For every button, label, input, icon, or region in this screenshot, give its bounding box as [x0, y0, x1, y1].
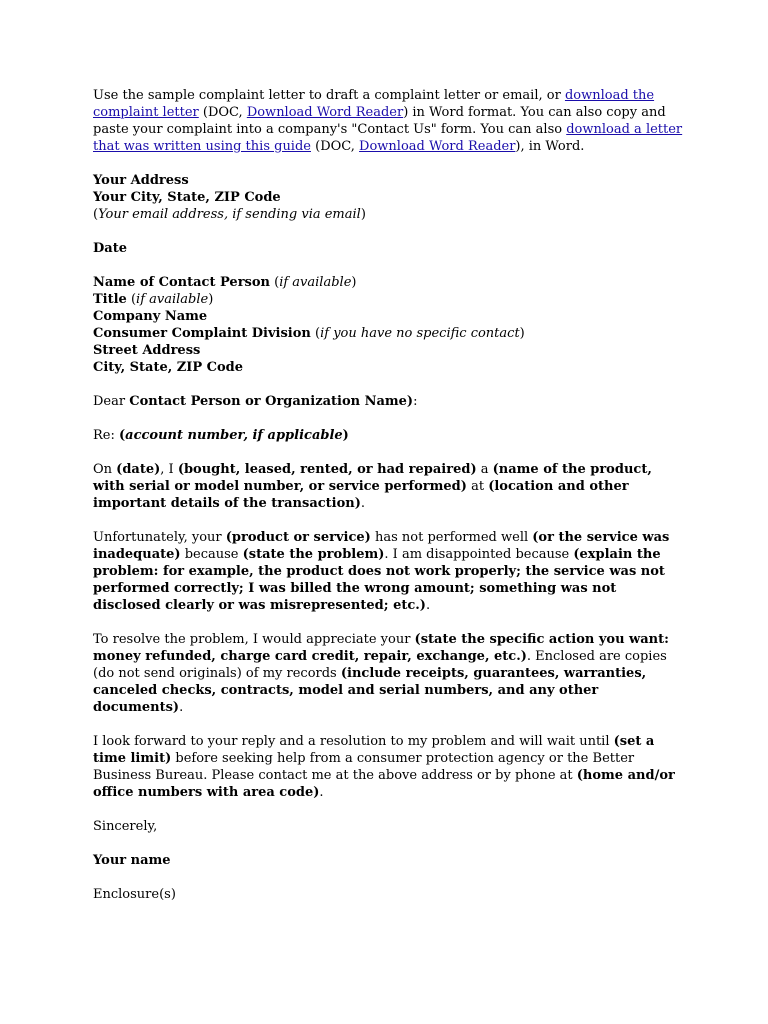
purchase-paragraph: On (date), I (bought, leased, rented, or had repaired) a (name of the product, with serial or model number, or service performed) at (location and other important details of the transaction).: [93, 462, 652, 511]
salutation: Dear Contact Person or Organization Name):: [93, 394, 418, 409]
followup-paragraph: I look forward to your reply and a resolution to my problem and will wait until (set a time limit) before seeking help from a consumer protection agency or the Better Business Bureau. Please contact me at the above address or by phone at (home and/or office numbers with area code).: [93, 734, 675, 800]
recipient-street: Street Address: [93, 343, 201, 358]
date-line: [93, 240, 683, 257]
enclosure-line: Enclosure(s): [93, 887, 176, 902]
intro-text: ), in Word.: [515, 139, 585, 154]
download-word-reader-link-2[interactable]: Download Word Reader: [359, 139, 516, 154]
sender-email: (Your email address, if sending via email): [93, 207, 366, 222]
sender-block: [93, 172, 683, 223]
letter-body: [93, 87, 683, 903]
signature: Your name: [93, 853, 171, 868]
intro-text: Use the sample complaint letter to draft a complaint letter or email, or: [93, 88, 565, 103]
closing: Sincerely,: [93, 819, 158, 834]
recipient-block: [93, 274, 683, 376]
download-guide-letter-link[interactable]: download a letter that was written using this guide: [93, 122, 683, 154]
intro-paragraph: [93, 87, 683, 155]
date-label: Date: [93, 241, 127, 256]
intro-text: (DOC,: [311, 139, 360, 154]
recipient-contact: Name of Contact Person (if available): [93, 275, 357, 290]
intro-text: ) in Word format. You can also copy and paste your complaint into a company's "Contact Us" form. You can also: [93, 105, 666, 137]
download-word-reader-link[interactable]: Download Word Reader: [246, 105, 404, 120]
download-complaint-letter-link[interactable]: download the complaint letter: [93, 88, 655, 120]
resolution-paragraph: To resolve the problem, I would appreciate your (state the specific action you want: money refunded, charge card credit, repair, exchange, etc.). Enclosed are copies (do not send originals) of my records (include receipts, guarantees, warranties, canceled checks, contracts, model and serial numbers, and any other documents).: [93, 632, 669, 715]
sender-city: Your City, State, ZIP Code: [93, 190, 281, 205]
intro-text: (DOC,: [198, 105, 247, 120]
recipient-company: Company Name: [93, 309, 208, 324]
problem-paragraph: Unfortunately, your (product or service) has not performed well (or the service was inadequate) because (state the problem). I am disappointed because (explain the problem: for example, the product does not work properly; the service was not performed correctly; I was billed the wrong amount; something was not disclosed clearly or was misrepresented; etc.).: [93, 530, 670, 613]
recipient-division: Consumer Complaint Division (if you have no specific contact): [93, 326, 525, 341]
sender-address: Your Address: [93, 173, 189, 188]
recipient-title: Title (if available): [93, 292, 214, 307]
recipient-city: City, State, ZIP Code: [93, 360, 244, 375]
reference-line: Re: (account number, if applicable): [93, 428, 349, 443]
